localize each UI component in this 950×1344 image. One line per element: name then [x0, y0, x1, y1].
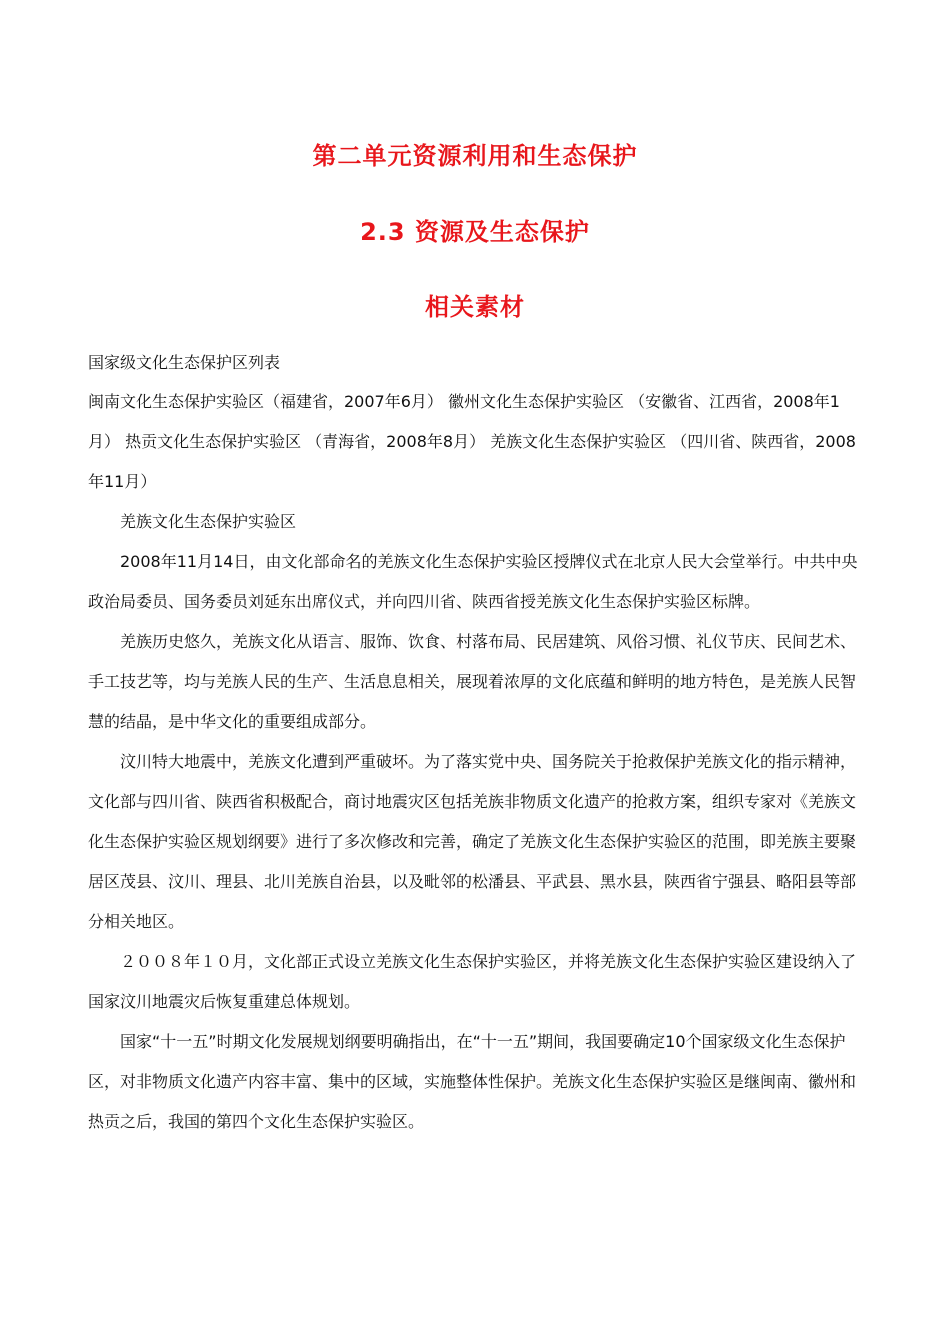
- list-heading: 国家级文化生态保护区列表: [88, 353, 281, 372]
- list-paragraph: 闽南文化生态保护实验区（福建省，2007年6月） 徽州文化生态保护实验区 （安徽省、江西省，2008年1月） 热贡文化生态保护实验区 （青海省，2008年8月） 羌族文化生态保护实验区 （四川省、陕西省，2008年11月）: [88, 392, 856, 491]
- section-title: 2.3 资源及生态保护: [360, 218, 590, 246]
- document-body: [88, 348, 868, 1142]
- paragraph: 汶川特大地震中，羌族文化遭到严重破坏。为了落实党中央、国务院关于抢救保护羌族文化的指示精神，文化部与四川省、陕西省积极配合，商讨地震灾区包括羌族非物质文化遗产的抢救方案，组织专家对《羌族文化生态保护实验区规划纲要》进行了多次修改和完善，确定了羌族文化生态保护实验区的范围，即羌族主要聚居区茂县、汶川、理县、北川羌族自治县，以及毗邻的松潘县、平武县、黑水县，陕西省宁强县、略阳县等部分相关地区。: [88, 752, 857, 931]
- subtitle: 相关素材: [425, 293, 525, 321]
- paragraph: 国家“十一五”时期文化发展规划纲要明确指出，在“十一五”期间，我国要确定10个国家级文化生态保护区，对非物质文化遗产内容丰富、集中的区域，实施整体性保护。羌族文化生态保护实验区是继闽南、徽州和热贡之后，我国的第四个文化生态保护实验区。: [88, 1032, 857, 1131]
- paragraph: 2008年11月14日，由文化部命名的羌族文化生态保护实验区授牌仪式在北京人民大会堂举行。中共中央政治局委员、国务委员刘延东出席仪式，并向四川省、陕西省授羌族文化生态保护实验区标牌。: [88, 552, 858, 611]
- unit-title: 第二单元资源利用和生态保护: [312, 142, 638, 170]
- paragraph: ２００８年１０月，文化部正式设立羌族文化生态保护实验区，并将羌族文化生态保护实验区建设纳入了国家汶川地震灾后恢复重建总体规划。: [88, 952, 857, 1011]
- section-heading: 羌族文化生态保护实验区: [120, 512, 297, 531]
- paragraph: 羌族历史悠久，羌族文化从语言、服饰、饮食、村落布局、民居建筑、风俗习惯、礼仪节庆、民间艺术、手工技艺等，均与羌族人民的生产、生活息息相关，展现着浓厚的文化底蕴和鲜明的地方特色，是羌族人民智慧的结晶，是中华文化的重要组成部分。: [88, 632, 857, 731]
